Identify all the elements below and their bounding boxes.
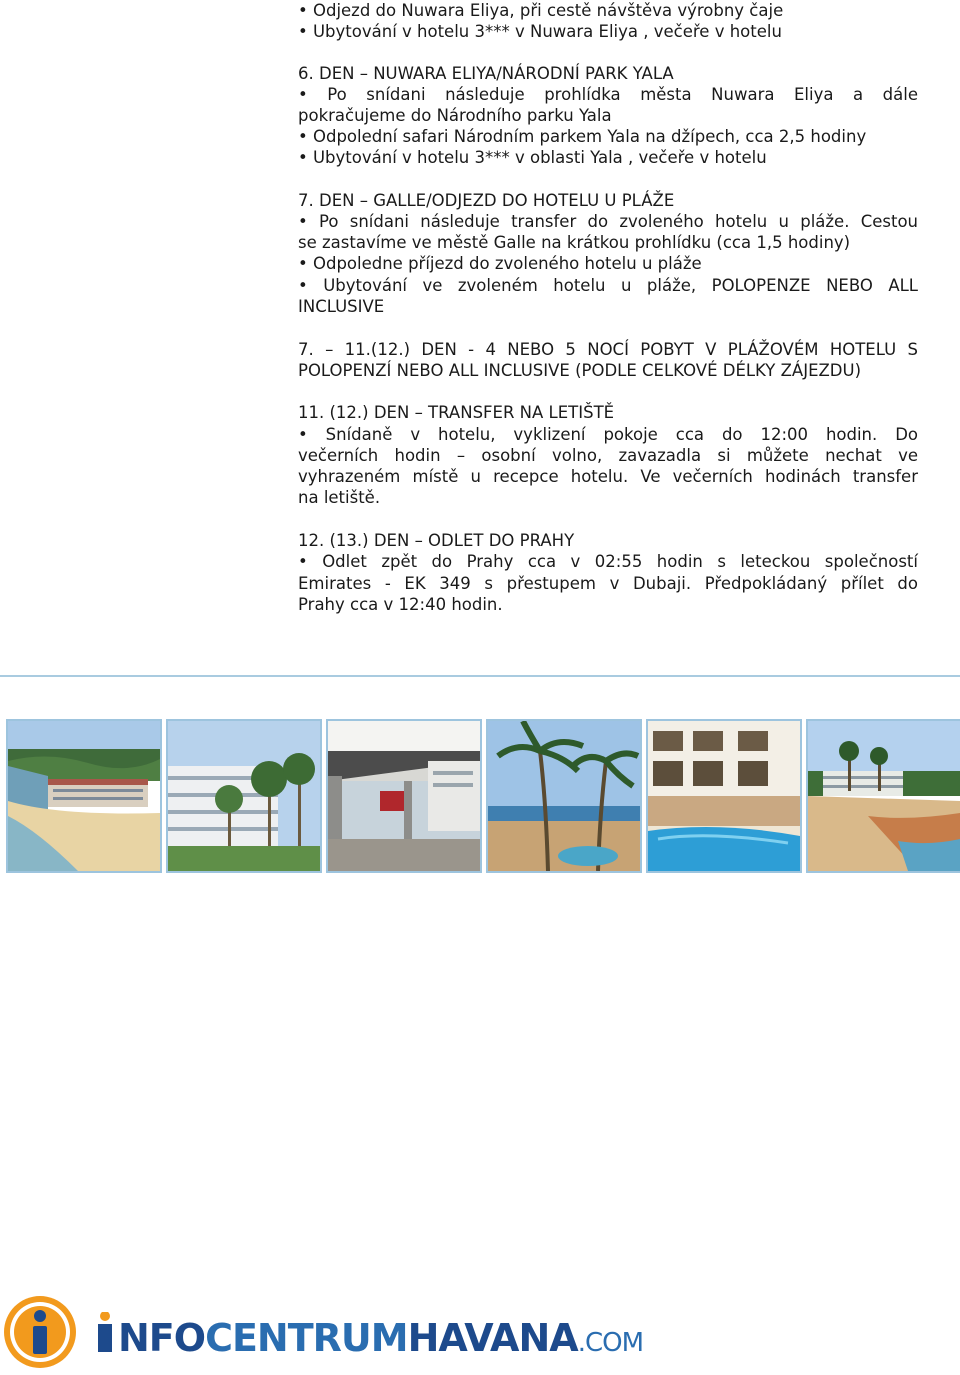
hotel-entrance-photo xyxy=(326,719,482,873)
itinerary-line: Emirates - EK 349 s přestupem v Dubaji. Předpokládaný přílet do xyxy=(298,574,918,593)
itinerary-line: pokračujeme do Národního parku Yala xyxy=(298,106,612,125)
itinerary-line: se zastavíme ve městě Galle na krátkou prohlídku (cca 1,5 hodiny) xyxy=(298,233,851,252)
palm-beach-photo xyxy=(486,719,642,873)
itinerary-line: Prahy cca v 12:40 hodin. xyxy=(298,595,503,614)
day-heading: 11. (12.) DEN – TRANSFER NA LETIŠTĚ xyxy=(298,403,615,422)
beach-hotel-aerial-photo xyxy=(6,719,162,873)
photo-gallery xyxy=(6,719,958,873)
hotel-palms-photo xyxy=(166,719,322,873)
hotel-pool-photo xyxy=(646,719,802,873)
day-heading: 6. DEN – NUWARA ELIYA/NÁRODNÍ PARK YALA xyxy=(298,64,674,83)
itinerary-line: • Ubytování v hotelu 3*** v oblasti Yala , večeře v hotelu xyxy=(298,148,767,167)
day-heading: POLOPENZÍ NEBO ALL INCLUSIVE (PODLE CELKOVÉ DÉLKY ZÁJEZDU) xyxy=(298,361,862,380)
itinerary-line: • Po snídani následuje transfer do zvoleného hotelu u pláže. Cestou xyxy=(298,212,918,231)
logo-letter-i-icon xyxy=(96,1312,114,1352)
itinerary-line: • Odlet zpět do Prahy cca v 02:55 hodin s leteckou společností xyxy=(298,552,918,571)
logo-part: .COM xyxy=(577,1328,644,1358)
itinerary-line: • Odjezd do Nuwara Eliya, při cestě návštěva výrobny čaje xyxy=(298,1,784,20)
day-heading: 12. (13.) DEN – ODLET DO PRAHY xyxy=(298,531,575,550)
logo-wordmark xyxy=(118,1316,643,1360)
divider-line xyxy=(0,675,960,677)
logo-part: CENTRUM xyxy=(205,1316,408,1360)
itinerary-line: večerních hodin – osobní volno, zavazadla si můžete nechat ve xyxy=(298,446,918,465)
info-i-icon xyxy=(0,1290,90,1371)
itinerary-line: • Ubytování v hotelu 3*** v Nuwara Eliya , večeře v hotelu xyxy=(298,22,782,41)
itinerary-line: • Odpolední safari Národním parkem Yala na džípech, cca 2,5 hodiny xyxy=(298,127,867,146)
itinerary-line: na letiště. xyxy=(298,488,381,507)
itinerary-line: INCLUSIVE xyxy=(298,297,385,316)
itinerary-line: vyhrazeném místě u recepce hotelu. Ve večerních hodinách transfer xyxy=(298,467,918,486)
itinerary-line: • Odpoledne příjezd do zvoleného hotelu u pláže xyxy=(298,254,702,273)
day-heading: 7. – 11.(12.) DEN - 4 NEBO 5 NOCÍ POBYT V PLÁŽOVÉM HOTELU S xyxy=(298,340,918,359)
day-heading: 7. DEN – GALLE/ODJEZD DO HOTELU U PLÁŽE xyxy=(298,191,675,210)
logo-part: NFO xyxy=(118,1316,206,1360)
itinerary-line: • Snídaně v hotelu, vyklizení pokoje cca do 12:00 hodin. Do xyxy=(298,425,918,444)
itinerary-line: • Ubytování ve zvoleném hotelu u pláže, POLOPENZE NEBO ALL xyxy=(298,276,918,295)
itinerary-line: • Po snídani následuje prohlídka města Nuwara Eliya a dále xyxy=(298,85,918,104)
beach-hotel-shore-photo xyxy=(806,719,960,873)
logo-part: HAVANA xyxy=(407,1316,578,1360)
